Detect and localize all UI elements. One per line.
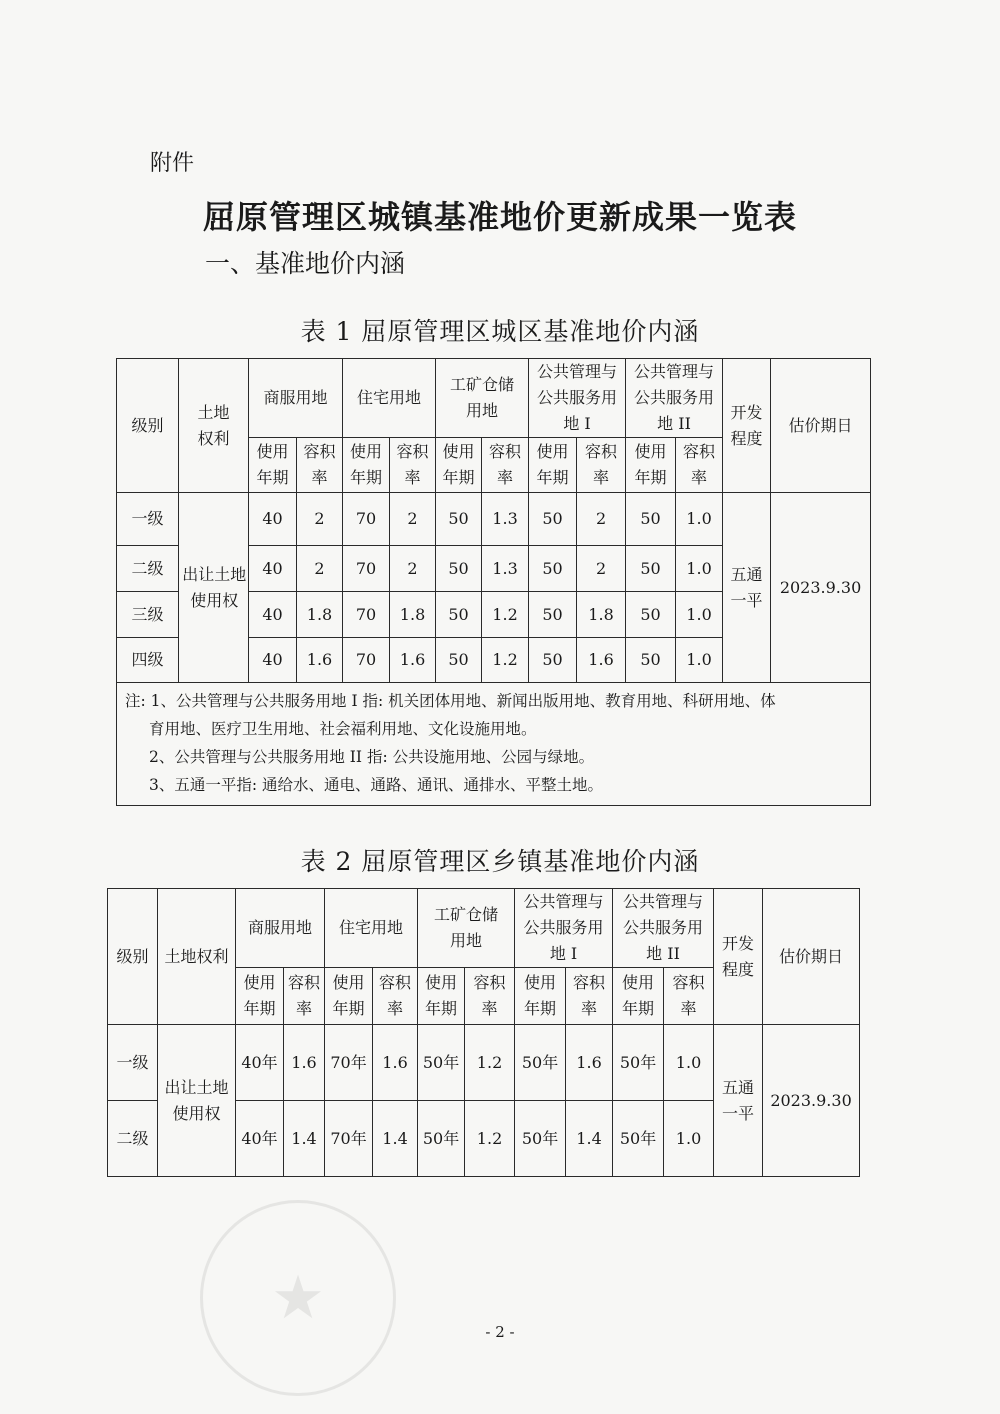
cell: 40年 [236,1101,284,1177]
cell: 50年 [515,1101,566,1177]
header-level: 级别 [108,889,158,1025]
cell: 50 [529,592,577,638]
attachment-label: 附件 [150,151,195,176]
cell: 2 [390,546,436,592]
cell: 2 [577,546,626,592]
star-icon: ★ [271,1263,325,1333]
note-line: 2、公共管理与公共服务用地 II 指: 公共设施用地、公园与绿地。 [149,748,595,766]
header-industrial: 工矿仓储用地 [436,359,529,438]
cell: 1.0 [676,638,723,683]
note-line: 3、五通一平指: 通给水、通电、通路、通讯、通排水、平整土地。 [149,776,604,794]
table1-urban-land-price [116,358,871,806]
table2-township-land-price [107,888,860,1177]
header-industrial: 工矿仓储用地 [418,889,515,968]
cell: 2 [390,493,436,546]
header-land-right: 土地权利 [179,359,249,493]
land-right-cell: 出让土地使用权 [179,493,249,683]
header-public-2: 公共管理与公共服务用地 II [626,359,723,438]
cell: 1.0 [664,1025,714,1101]
cell: 1.3 [482,546,529,592]
header-valuation-date: 估价期日 [763,889,860,1025]
cell: 1.2 [465,1101,515,1177]
cell: 50 [436,638,482,683]
cell: 40 [249,493,297,546]
cell: 1.8 [577,592,626,638]
table-notes-row [117,683,871,806]
cell: 50 [529,546,577,592]
sub-term: 使用年期 [418,968,465,1025]
sub-far: 容积率 [297,438,343,493]
cell: 2 [577,493,626,546]
cell: 1.0 [676,592,723,638]
header-valuation-date: 估价期日 [771,359,871,493]
cell: 40 [249,592,297,638]
sub-far: 容积率 [390,438,436,493]
cell: 2 [297,546,343,592]
row-level: 一级 [108,1025,158,1101]
cell: 1.4 [284,1101,325,1177]
sub-term: 使用年期 [515,968,566,1025]
cell: 50年 [613,1025,664,1101]
cell: 1.6 [577,638,626,683]
cell: 1.6 [373,1025,418,1101]
sub-far: 容积率 [373,968,418,1025]
row-level: 三级 [117,592,179,638]
cell: 1.6 [297,638,343,683]
cell: 50 [436,546,482,592]
cell: 50 [626,493,676,546]
valuation-date-cell: 2023.9.30 [763,1025,860,1177]
cell: 50 [626,546,676,592]
cell: 70 [343,546,390,592]
header-commercial: 商服用地 [249,359,343,438]
sub-far: 容积率 [566,968,613,1025]
cell: 70年 [325,1025,373,1101]
header-land-right: 土地权利 [158,889,236,1025]
table1-notes [117,683,871,806]
cell: 1.4 [566,1101,613,1177]
table1-title: 表 1 屈原管理区城区基准地价内涵 [300,317,700,346]
cell: 70年 [325,1101,373,1177]
cell: 50年 [613,1101,664,1177]
cell: 70 [343,493,390,546]
cell: 1.8 [297,592,343,638]
cell: 50 [529,493,577,546]
cell: 1.0 [676,546,723,592]
header-public-2: 公共管理与公共服务用地 II [613,889,714,968]
sub-far: 容积率 [676,438,723,493]
land-right-cell: 出让土地使用权 [158,1025,236,1177]
cell: 1.0 [676,493,723,546]
cell: 1.6 [284,1025,325,1101]
sub-term: 使用年期 [236,968,284,1025]
cell: 50年 [418,1025,465,1101]
sub-far: 容积率 [664,968,714,1025]
cell: 40年 [236,1025,284,1101]
sub-term: 使用年期 [613,968,664,1025]
cell: 50 [529,638,577,683]
cell: 50 [436,493,482,546]
cell: 50 [626,592,676,638]
cell: 40 [249,638,297,683]
cell: 1.2 [465,1025,515,1101]
cell: 1.8 [390,592,436,638]
header-level: 级别 [117,359,179,493]
row-level: 二级 [117,546,179,592]
sub-term: 使用年期 [249,438,297,493]
sub-term: 使用年期 [529,438,577,493]
cell: 70 [343,638,390,683]
dev-degree-cell: 五通一平 [723,493,771,683]
header-residential: 住宅用地 [343,359,436,438]
note-line: 注: 1、公共管理与公共服务用地 I 指: 机关团体用地、新闻出版用地、教育用地、科研用地、体 [125,692,776,710]
cell: 50年 [418,1101,465,1177]
sub-far: 容积率 [284,968,325,1025]
valuation-date-cell: 2023.9.30 [771,493,871,683]
note-line: 育用地、医疗卫生用地、社会福利用地、文化设施用地。 [149,720,537,738]
sub-term: 使用年期 [436,438,482,493]
dev-degree-cell: 五通一平 [714,1025,763,1177]
header-residential: 住宅用地 [325,889,418,968]
cell: 1.2 [482,592,529,638]
header-dev-degree: 开发程度 [714,889,763,1025]
table-row [108,1025,860,1101]
cell: 50 [436,592,482,638]
seal-stamp-watermark [200,1200,396,1396]
cell: 1.6 [390,638,436,683]
cell: 1.2 [482,638,529,683]
cell: 50 [626,638,676,683]
sub-term: 使用年期 [343,438,390,493]
sub-far: 容积率 [482,438,529,493]
table2-title: 表 2 屈原管理区乡镇基准地价内涵 [300,847,700,876]
cell: 1.3 [482,493,529,546]
cell: 2 [297,493,343,546]
main-title: 屈原管理区城镇基准地价更新成果一览表 [202,198,797,236]
sub-far: 容积率 [577,438,626,493]
header-public-1: 公共管理与公共服务用地 I [529,359,626,438]
cell: 40 [249,546,297,592]
sub-far: 容积率 [465,968,515,1025]
row-level: 一级 [117,493,179,546]
cell: 50年 [515,1025,566,1101]
sub-term: 使用年期 [626,438,676,493]
row-level: 四级 [117,638,179,683]
section-title: 一、基准地价内涵 [205,249,406,278]
header-public-1: 公共管理与公共服务用地 I [515,889,613,968]
cell: 1.6 [566,1025,613,1101]
page-number: - 2 - [485,1323,515,1341]
header-dev-degree: 开发程度 [723,359,771,493]
cell: 1.0 [664,1101,714,1177]
header-commercial: 商服用地 [236,889,325,968]
table-row [117,493,871,546]
row-level: 二级 [108,1101,158,1177]
cell: 70 [343,592,390,638]
sub-term: 使用年期 [325,968,373,1025]
cell: 1.4 [373,1101,418,1177]
